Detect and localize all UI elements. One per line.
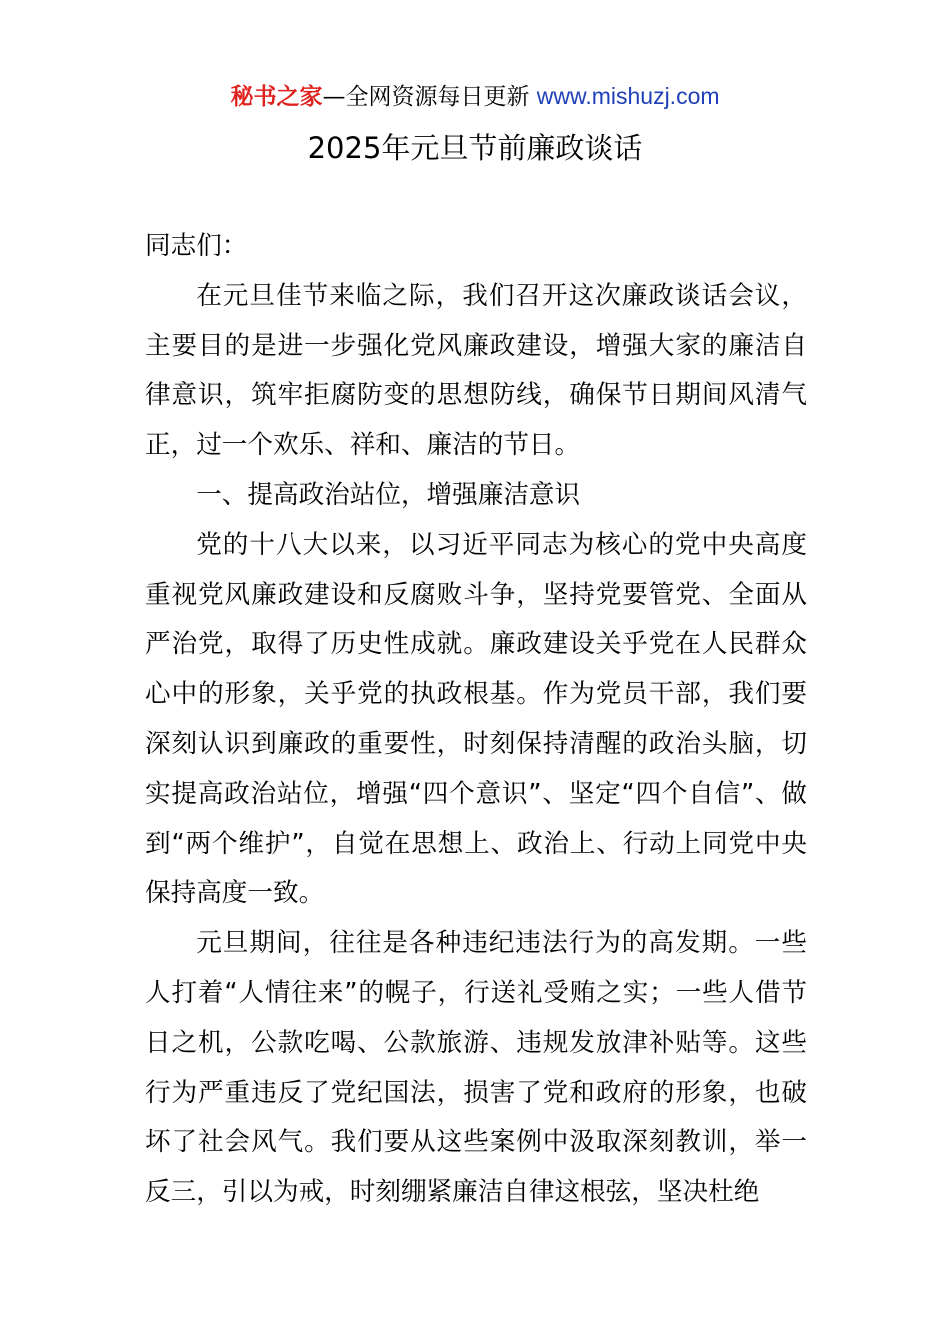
paragraph-intro: 在元旦佳节来临之际，我们召开这次廉政谈话会议，主要目的是进一步强化党风廉政建设，增强大家的廉洁自律意识，筑牢拒腐防变的思想防线，确保节日期间风清气正，过一个欢乐、祥和、廉洁的节日。 [145,280,807,461]
site-tagline: —全网资源每日更新 [322,84,537,110]
site-name: 秘书之家 [230,84,323,110]
site-header [0,80,950,113]
document-body [145,222,807,1218]
paragraph-body-1: 党的十八大以来，以习近平同志为核心的党中央高度重视党风廉政建设和反腐败斗争，坚持党要管党、全面从严治党，取得了历史性成就。廉政建设关乎党在人民群众心中的形象，关乎党的执政根基。作为党员干部，我们要深刻认识到廉政的重要性，时刻保持清醒的政治头脑，切实提高政治站位，增强“四个意识”、坚定“四个自信”、做到“两个维护”，自觉在思想上、政治上、行动上同党中央保持高度一致。 [145,529,807,909]
site-url-link[interactable]: www.mishuzj.com [536,83,720,109]
salutation: 同志们： [145,231,248,261]
section-heading-1: 一、提高政治站位，增强廉洁意识 [196,479,581,510]
document-title: 2025年元旦节前廉政谈话 [307,131,643,165]
paragraph-body-2: 元旦期间，往往是各种违纪违法行为的高发期。一些人打着“人情往来”的幌子，行送礼受贿之实；一些人借节日之机，公款吃喝、公款旅游、违规发放津补贴等。这些行为严重违反了党纪国法，损害了党和政府的形象，也破坏了社会风气。我们要从这些案例中汲取深刻教训，举一反三，引以为戒，时刻绷紧廉洁自律这根弦，坚决杜绝 [145,928,807,1208]
